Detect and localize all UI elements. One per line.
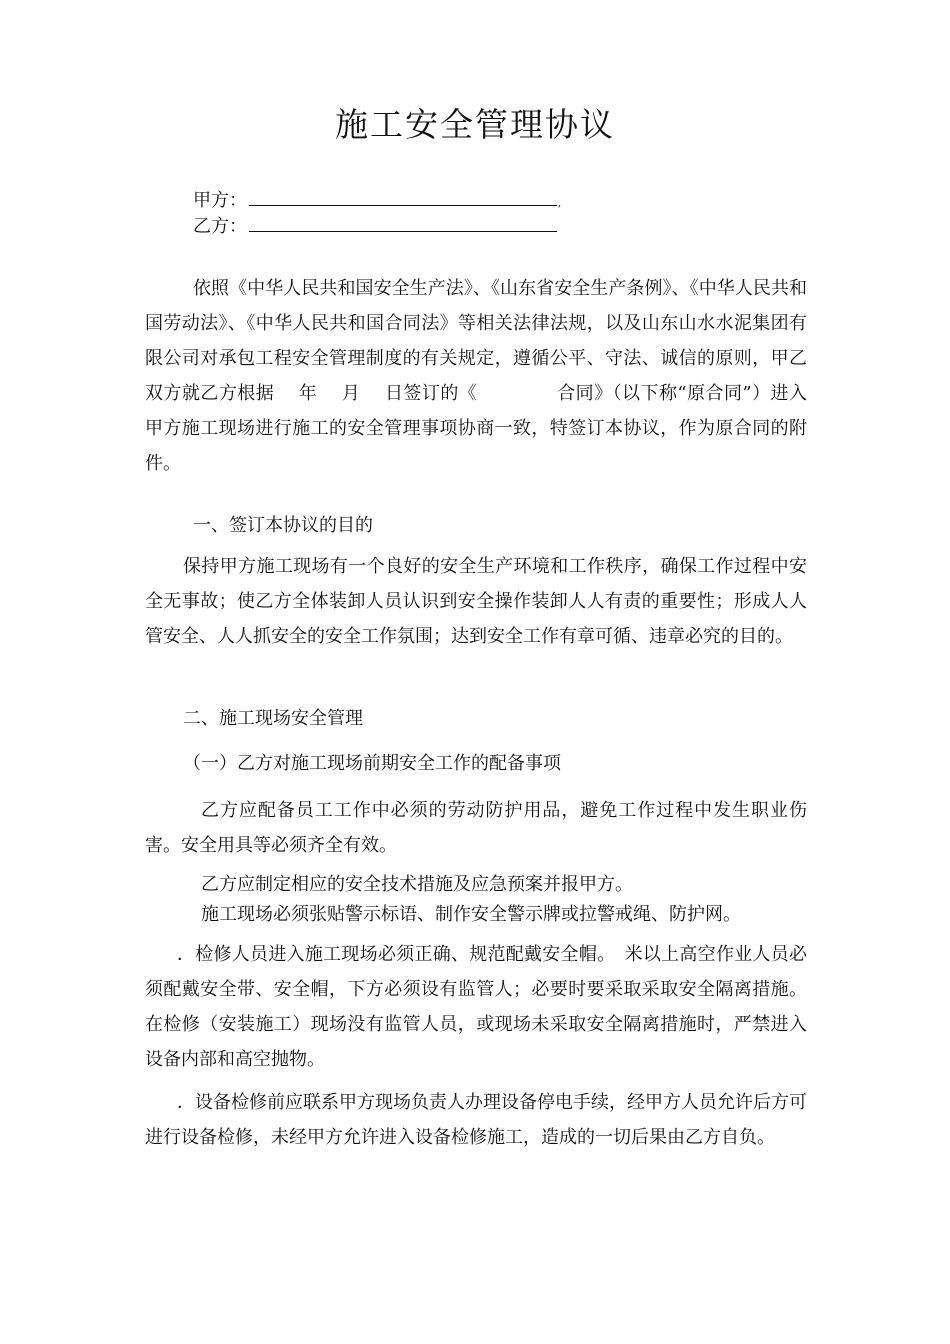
- section-1-heading: 一、签订本协议的目的: [193, 515, 373, 536]
- item-3-line: 施工现场必须张贴警示标语、制作安全警示牌或拉警戒绳、防护网。: [201, 904, 741, 925]
- party-b-blank-line: [249, 216, 557, 232]
- subsection-1-heading: （一）乙方对施工现场前期安全工作的配备事项: [183, 753, 561, 774]
- item-5-paragraph: ．设备检修前应联系甲方现场负责人办理设备停电手续，经甲方人员允许后方可进行设备检修，未经甲方允许进入设备检修施工，造成的一切后果由乙方自负。: [145, 1092, 807, 1148]
- item-1-paragraph: 乙方应配备员工工作中必须的劳动防护用品，避免工作过程中发生职业伤害。安全用具等必须齐全有效。: [145, 800, 807, 856]
- party-b-row: [193, 215, 557, 239]
- party-a-row: [193, 189, 561, 216]
- section-1-paragraph: 保持甲方施工现场有一个良好的安全生产环境和工作秩序，确保工作过程中安全无事故；使乙方全体装卸人员认识到安全操作装卸人人有责的重要性；形成人人管安全、人人抓安全的安全工作氛围；达到安全工作有章可循、违章必究的目的。: [145, 556, 807, 647]
- document-title: 施工安全管理协议: [335, 105, 615, 144]
- item-4-paragraph: ．检修人员进入施工现场必须正确、规范配戴安全帽。 米以上高空作业人员必须配戴安全带、安全帽，下方必须设有监管人；必要时要采取采取安全隔离措施。在检修（安装施工）现场没有监管人员，或现场未采取安全隔离措施时，严禁进入设备内部和高空抛物。: [145, 944, 807, 1070]
- party-a-blank-line: [249, 190, 557, 206]
- party-a-line-mark: ,: [558, 198, 562, 209]
- section-2-heading: 二、施工现场安全管理: [183, 708, 363, 729]
- item-2-line: 乙方应制定相应的安全技术措施及应急预案并报甲方。: [201, 874, 633, 895]
- party-a-label: 甲方：: [193, 190, 247, 211]
- party-b-label: 乙方：: [193, 216, 247, 237]
- intro-paragraph: 依照《中华人民共和国安全生产法》、《山东省安全生产条例》、《中华人民共和国劳动法》、《中华人民共和国合同法》等相关法律法规，以及山东山水水泥集团有限公司对承包工程安全管理制度的有关规定，遵循公平、守法、诚信的原则，甲乙双方就乙方根据 年 月 日签订的《 合同》（以下称“原合同”）进入甲方施工现场进行施工的安全管理事项协商一致，特签订本协议，作为原合同的附件。: [145, 278, 807, 474]
